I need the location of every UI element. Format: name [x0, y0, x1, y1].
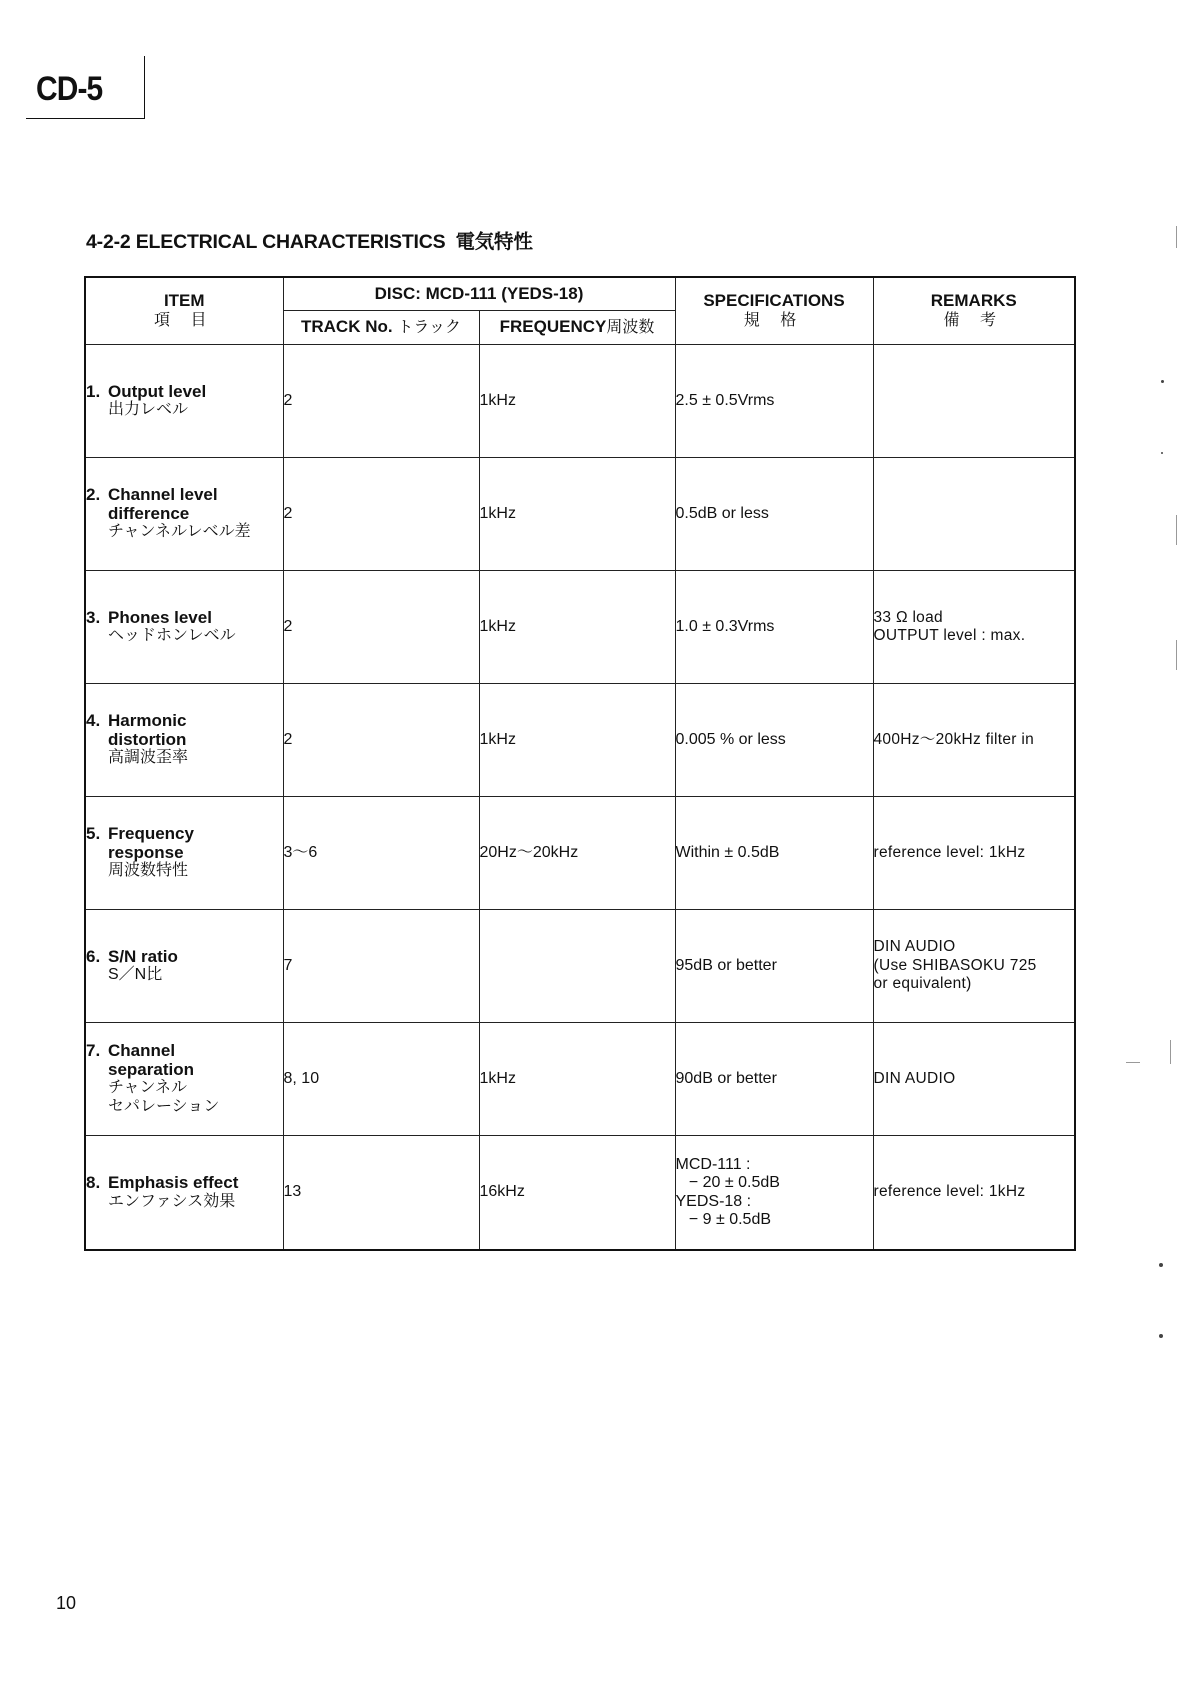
table-row	[85, 1136, 1075, 1251]
frequency-cell: 20Hz～20kHz	[479, 797, 675, 910]
scan-edge-mark	[1170, 1040, 1171, 1064]
item-cell	[85, 571, 283, 684]
item-name-jp: ヘッドホンレベル	[108, 627, 236, 644]
item-name	[86, 825, 283, 844]
remarks-cell	[873, 458, 1075, 571]
header-remarks	[873, 277, 1075, 345]
frequency-cell: 1kHz	[479, 1023, 675, 1136]
model-label: CD-5	[36, 70, 103, 108]
item-name	[86, 1174, 283, 1193]
header-item-label: ITEM	[163, 291, 205, 310]
remarks-cell: 33 Ω load OUTPUT level : max.	[873, 571, 1075, 684]
header-item	[85, 277, 283, 345]
remarks-cell: DIN AUDIO (Use SHIBASOKU 725 or equivalent)	[873, 910, 1075, 1023]
item-number: 1.	[86, 381, 101, 401]
header-specifications-jp: 規 格	[743, 312, 805, 329]
header-track-jp: トラック	[397, 319, 462, 336]
item-cell	[85, 458, 283, 571]
spec-cell: 0.5dB or less	[675, 458, 873, 571]
table-row	[85, 684, 1075, 797]
header-frequency	[479, 311, 675, 345]
item-name	[86, 486, 283, 505]
frequency-cell: 1kHz	[479, 571, 675, 684]
item-name	[86, 712, 283, 731]
item-name-jp-line2: セパレーション	[108, 1097, 220, 1115]
electrical-characteristics-table	[84, 276, 1076, 1251]
scan-edge-mark	[1126, 1062, 1140, 1063]
header-frequency-label: FREQUENCY	[499, 317, 607, 336]
item-number: 2.	[86, 485, 101, 505]
item-number: 3.	[86, 607, 101, 627]
item-name-jp: S／N比	[108, 966, 163, 983]
frequency-cell	[479, 910, 675, 1023]
header-disc: DISC: MCD-111 (YEDS-18)	[283, 277, 675, 311]
spec-cell: 2.5 ± 0.5Vrms	[675, 345, 873, 458]
item-name-line1: Phones level	[108, 607, 212, 627]
item-name	[86, 948, 283, 967]
spec-cell: 90dB or better	[675, 1023, 873, 1136]
header-remarks-jp: 備 考	[943, 312, 1004, 329]
section-title	[86, 226, 533, 254]
scan-speck	[1159, 1334, 1163, 1338]
item-name-line1: Channel level	[108, 485, 218, 505]
track-cell: 3～6	[283, 797, 479, 910]
spec-cell: 1.0 ± 0.3Vrms	[675, 571, 873, 684]
header-track	[283, 311, 479, 345]
item-name-line1: Emphasis effect	[108, 1173, 239, 1192]
item-name-jp: 出力レベル	[108, 401, 189, 418]
item-number: 8.	[86, 1173, 101, 1192]
scan-speck	[1161, 380, 1164, 383]
remarks-cell: 400Hz～20kHz filter in	[873, 684, 1075, 797]
item-name-line1: Frequency	[108, 824, 194, 844]
item-number: 6.	[86, 946, 101, 966]
header-specifications-label: SPECIFICATIONS	[703, 291, 845, 310]
scan-speck	[1159, 1263, 1163, 1267]
table-row	[85, 571, 1075, 684]
table-row	[85, 345, 1075, 458]
track-cell: 8, 10	[283, 1023, 479, 1136]
section-title-en: 4-2-2 ELECTRICAL CHARACTERISTICS	[86, 231, 446, 253]
item-name-line1: Channel	[108, 1041, 176, 1060]
item-cell	[85, 1023, 283, 1136]
table-row	[85, 797, 1075, 910]
item-cell	[85, 345, 283, 458]
scan-speck	[1161, 452, 1163, 454]
frequency-cell: 1kHz	[479, 345, 675, 458]
scan-edge-mark	[1176, 226, 1177, 248]
scan-edge-mark	[1176, 515, 1177, 545]
remarks-cell: reference level: 1kHz	[873, 1136, 1075, 1251]
item-number: 4.	[86, 711, 101, 731]
item-name-jp: チャンネル	[108, 1079, 188, 1096]
header-item-jp: 項 目	[154, 312, 215, 329]
item-name	[86, 383, 283, 402]
track-cell: 7	[283, 910, 479, 1023]
item-number: 7.	[86, 1041, 101, 1060]
item-cell	[85, 1136, 283, 1251]
item-name-line1: Output level	[108, 381, 207, 401]
frequency-cell: 1kHz	[479, 458, 675, 571]
item-name-jp: 周波数特性	[108, 862, 189, 880]
spec-cell: Within ± 0.5dB	[675, 797, 873, 910]
header-frequency-jp: 周波数	[606, 319, 655, 336]
remarks-cell: reference level: 1kHz	[873, 797, 1075, 910]
track-cell: 2	[283, 345, 479, 458]
item-name-line2: response	[108, 842, 184, 862]
scan-edge-mark	[1176, 640, 1177, 670]
remarks-cell: DIN AUDIO	[873, 1023, 1075, 1136]
item-number: 5.	[86, 824, 101, 844]
frequency-cell: 16kHz	[479, 1136, 675, 1251]
table-header-row	[85, 277, 1075, 311]
item-name-line2: separation	[108, 1059, 194, 1079]
track-cell: 2	[283, 684, 479, 797]
item-cell	[85, 797, 283, 910]
table-row	[85, 910, 1075, 1023]
track-cell: 2	[283, 571, 479, 684]
item-name-line1: S/N ratio	[108, 946, 178, 966]
model-box	[26, 56, 145, 119]
item-name-jp: 高調波歪率	[108, 749, 189, 767]
header-remarks-label: REMARKS	[930, 291, 1017, 310]
item-name	[86, 609, 283, 628]
remarks-cell	[873, 345, 1075, 458]
frequency-cell: 1kHz	[479, 684, 675, 797]
item-name-jp: チャンネルレベル差	[108, 523, 251, 541]
item-name-jp: エンファシス効果	[108, 1192, 236, 1210]
spec-cell: 0.005 % or less	[675, 684, 873, 797]
item-name-line2: difference	[108, 503, 190, 523]
item-name-line2: distortion	[108, 729, 187, 749]
header-specifications	[675, 277, 873, 345]
section-title-jp: 電気特性	[455, 231, 533, 253]
table-row	[85, 458, 1075, 571]
spec-cell: 95dB or better	[675, 910, 873, 1023]
page-number: 10	[56, 1593, 77, 1613]
item-cell	[85, 910, 283, 1023]
spec-cell: MCD-111 : − 20 ± 0.5dB YEDS-18 : − 9 ± 0.5dB	[675, 1136, 873, 1251]
track-cell: 13	[283, 1136, 479, 1251]
track-cell: 2	[283, 458, 479, 571]
item-cell	[85, 684, 283, 797]
item-name	[86, 1042, 283, 1061]
table-row	[85, 1023, 1075, 1136]
item-name-line1: Harmonic	[108, 711, 187, 731]
header-track-label: TRACK No.	[300, 317, 393, 336]
